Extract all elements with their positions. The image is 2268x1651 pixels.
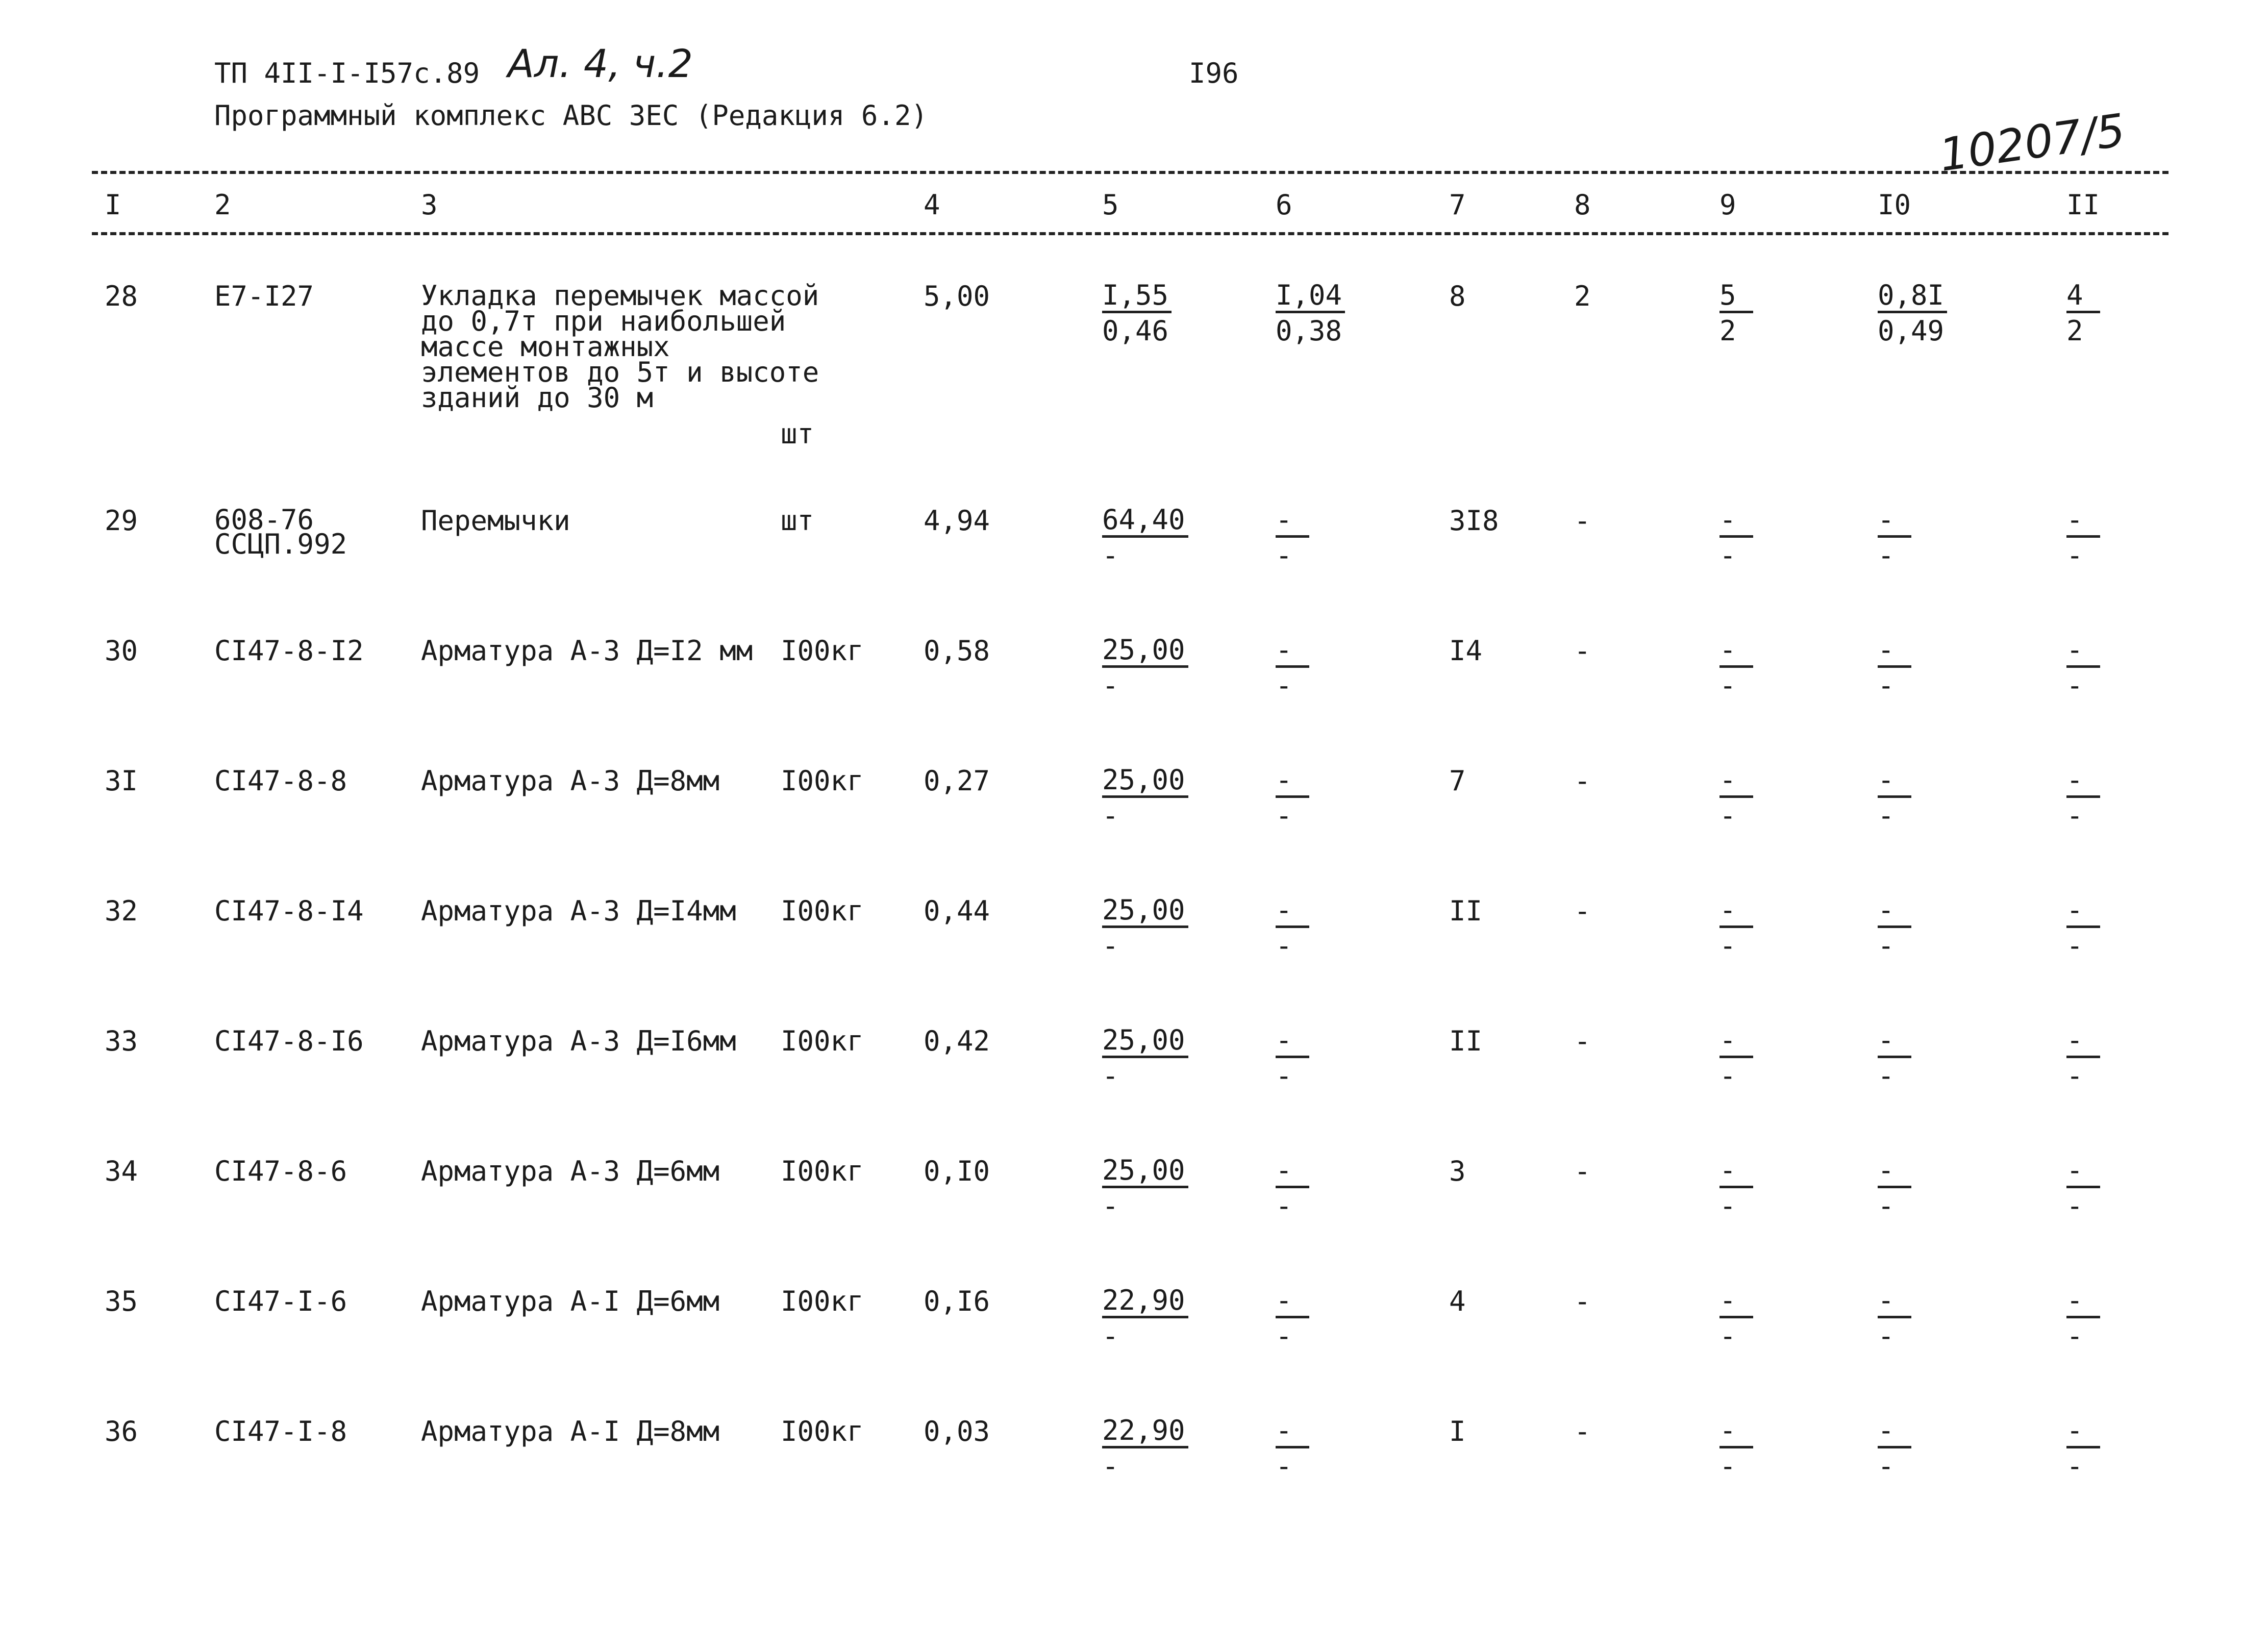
column-header-1: I [105,189,121,221]
col11-value-denominator: - [2066,1320,2083,1352]
col9-value-numerator: - [1719,1416,1753,1448]
col9-value-denominator: - [1719,1190,1736,1222]
column-header-6: 6 [1276,189,1292,221]
quantity: 0,58 [924,635,990,667]
col9-value [1719,1286,1753,1354]
column-header-9: 9 [1719,189,1736,221]
quantity: 0,I6 [924,1285,990,1317]
page-number: I96 [1189,57,1239,89]
col6-value-numerator: - [1276,636,1309,668]
col8-value: - [1574,1025,1591,1057]
col8-value: - [1574,765,1591,797]
col10-value-denominator: - [1878,1060,1895,1092]
col11-value-numerator: - [2066,1286,2100,1318]
col9-value-numerator: - [1719,896,1753,928]
col5-value-numerator: 22,90 [1102,1416,1188,1448]
col9-value [1719,1026,1753,1094]
col8-value: - [1574,1415,1591,1447]
col5-value-denominator: - [1102,539,1119,571]
col10-value-denominator: - [1878,1190,1895,1222]
col9-value-numerator: - [1719,636,1753,668]
column-header-5: 5 [1102,189,1119,221]
col10-value-numerator: - [1878,766,1911,798]
col10-value-denominator: - [1878,1450,1895,1482]
col9-value-denominator: - [1719,1060,1736,1092]
col9-value-numerator: - [1719,1026,1753,1058]
col10-value-numerator: - [1878,896,1911,928]
col10-value [1878,1026,1911,1094]
col11-value-numerator: - [2066,766,2100,798]
row-number: 28 [105,280,138,312]
work-name: Арматура А-3 Д=I4мм [421,895,736,927]
work-name: Перемычки [421,505,570,537]
unit: I00кг [781,635,864,667]
quantity: 4,94 [924,505,990,537]
program-name: Программный комплекс АВС 3ЕС (Редакция 6.2) [214,99,928,132]
col9-value-numerator: - [1719,506,1753,538]
col11-value-denominator: - [2066,669,2083,702]
quantity: 0,03 [924,1415,990,1447]
col9-value-numerator: - [1719,766,1753,798]
work-name: Арматура А-3 Д=I2 мм [421,635,753,667]
col5-value-numerator: 22,90 [1102,1286,1188,1318]
norm-code: СI47-8-I4 [214,895,364,927]
col11-value [2066,1416,2100,1484]
row-number: 30 [105,635,138,667]
col6-value-denominator: - [1276,1450,1292,1482]
col5-value [1102,636,1188,704]
col6-value-numerator: I,04 [1276,281,1345,313]
col9-value-denominator: - [1719,669,1736,702]
col9-value-numerator: - [1719,1156,1753,1188]
col10-value [1878,506,1911,573]
norm-code: Е7-I27 [214,280,314,312]
col5-value-numerator: 64,40 [1102,506,1188,538]
col11-value [2066,506,2100,573]
row-number: 33 [105,1025,138,1057]
col11-value-numerator: - [2066,1416,2100,1448]
col10-value-numerator: - [1878,506,1911,538]
col5-value [1102,1416,1188,1484]
col10-value-numerator: - [1878,1156,1911,1188]
col7-value: II [1449,895,1483,927]
col5-value-numerator: I,55 [1102,281,1172,313]
col11-value-denominator: - [2066,1190,2083,1222]
header-rule-bottom [92,232,2169,235]
col11-value-numerator: - [2066,1026,2100,1058]
column-header-10: I0 [1878,189,1911,221]
col11-value-denominator: - [2066,1450,2083,1482]
quantity: 0,44 [924,895,990,927]
col5-value [1102,1156,1188,1224]
col10-value-denominator: - [1878,539,1895,571]
col6-value-numerator: - [1276,896,1309,928]
col10-value-denominator: - [1878,799,1895,832]
col6-value-numerator: - [1276,1156,1309,1188]
row-number: 35 [105,1285,138,1317]
row-number: 36 [105,1415,138,1447]
norm-code: СI47-I-8 [214,1415,347,1447]
col10-value [1878,1416,1911,1484]
col11-value-numerator: - [2066,896,2100,928]
col6-value [1276,766,1309,834]
col9-value-numerator: - [1719,1286,1753,1318]
col8-value: - [1574,1285,1591,1317]
col6-value [1276,1026,1309,1094]
col6-value-denominator: 0,38 [1276,315,1342,347]
row-number: 3I [105,765,138,797]
column-header-4: 4 [924,189,940,221]
col9-value [1719,281,1753,349]
column-header-3: 3 [421,189,438,221]
row-number: 34 [105,1155,138,1187]
col9-value-denominator: - [1719,799,1736,832]
col10-value-numerator: - [1878,636,1911,668]
col11-value [2066,766,2100,834]
col6-value [1276,1416,1309,1484]
col7-value: 3 [1449,1155,1466,1187]
norm-code: СI47-8-8 [214,765,347,797]
col6-value-numerator: - [1276,766,1309,798]
handwritten-number: 10207/5 [1936,104,2128,182]
col5-value-denominator: - [1102,930,1119,962]
col6-value [1276,506,1309,573]
doc-code: ТП 4II-I-I57с.89 [214,57,480,89]
row-number: 29 [105,505,138,537]
col6-value [1276,636,1309,704]
col6-value-numerator: - [1276,1026,1309,1058]
quantity: 0,27 [924,765,990,797]
column-header-7: 7 [1449,189,1466,221]
col10-value-numerator: - [1878,1286,1911,1318]
col6-value [1276,1286,1309,1354]
unit: I00кг [781,765,864,797]
col5-value [1102,506,1188,573]
col6-value-numerator: - [1276,506,1309,538]
col11-value-numerator: - [2066,506,2100,538]
unit: шт [781,418,814,450]
col8-value: - [1574,635,1591,667]
col6-value-numerator: - [1276,1286,1309,1318]
col10-value-numerator: - [1878,1416,1911,1448]
col5-value-denominator: - [1102,799,1119,832]
col6-value-denominator: - [1276,1060,1292,1092]
norm-code: СI47-8-I6 [214,1025,364,1057]
col11-value [2066,1026,2100,1094]
col10-value [1878,636,1911,704]
col5-value-numerator: 25,00 [1102,636,1188,668]
row-number: 32 [105,895,138,927]
col5-value-numerator: 25,00 [1102,766,1188,798]
col6-value [1276,281,1345,349]
col7-value: 3I8 [1449,505,1499,537]
col11-value-denominator: - [2066,539,2083,571]
unit: I00кг [781,1285,864,1317]
col5-value-denominator: - [1102,669,1119,702]
col9-value-denominator: - [1719,930,1736,962]
col7-value: I [1449,1415,1466,1447]
col10-value-denominator: - [1878,1320,1895,1352]
quantity: 5,00 [924,280,990,312]
norm-code: СI47-8-6 [214,1155,347,1187]
col10-value-denominator: 0,49 [1878,315,1945,347]
work-name: Укладка перемычек массой до 0,7т при наибольшей массе монтажных элементов до 5т и высоте зданий до 30 м [421,280,819,414]
col10-value [1878,1286,1911,1354]
col8-value: - [1574,895,1591,927]
col5-value-denominator: 0,46 [1102,315,1169,347]
col11-value [2066,281,2100,349]
col7-value: 8 [1449,280,1466,312]
norm-code: СI47-8-I2 [214,635,364,667]
col11-value-numerator: - [2066,1156,2100,1188]
column-header-8: 8 [1574,189,1591,221]
col6-value-denominator: - [1276,669,1292,702]
col10-value [1878,1156,1911,1224]
col9-value [1719,896,1753,964]
col5-value-denominator: - [1102,1450,1119,1482]
col11-value-numerator: 4 [2066,281,2100,313]
col10-value [1878,281,1947,349]
col6-value-denominator: - [1276,1320,1292,1352]
col5-value-denominator: - [1102,1320,1119,1352]
col5-value [1102,1026,1188,1094]
col5-value-denominator: - [1102,1060,1119,1092]
col7-value: I4 [1449,635,1483,667]
col7-value: 7 [1449,765,1466,797]
col11-value-denominator: 2 [2066,315,2083,347]
col9-value-denominator: - [1719,539,1736,571]
col6-value [1276,896,1309,964]
col10-value [1878,766,1911,834]
col10-value-denominator: - [1878,930,1895,962]
col8-value: 2 [1574,280,1591,312]
header-rule-top [92,171,2169,174]
col11-value-denominator: - [2066,1060,2083,1092]
col6-value [1276,1156,1309,1224]
column-header-2: 2 [214,189,231,221]
col10-value-numerator: - [1878,1026,1911,1058]
col9-value-denominator: - [1719,1320,1736,1352]
column-header-11: II [2066,189,2100,221]
col6-value-denominator: - [1276,930,1292,962]
col6-value-denominator: - [1276,799,1292,832]
norm-code: СI47-I-6 [214,1285,347,1317]
col11-value [2066,1156,2100,1224]
col5-value [1102,281,1172,349]
col5-value-denominator: - [1102,1190,1119,1222]
col5-value-numerator: 25,00 [1102,896,1188,928]
work-name: Арматура А-3 Д=6мм [421,1155,720,1187]
col9-value [1719,636,1753,704]
unit: шт [781,505,814,537]
col7-value: 4 [1449,1285,1466,1317]
col11-value [2066,636,2100,704]
work-name: Арматура А-3 Д=8мм [421,765,720,797]
col5-value [1102,766,1188,834]
col8-value: - [1574,505,1591,537]
col6-value-denominator: - [1276,1190,1292,1222]
col7-value: II [1449,1025,1483,1057]
col11-value [2066,1286,2100,1354]
unit: I00кг [781,1155,864,1187]
col5-value [1102,1286,1188,1354]
col10-value-numerator: 0,8I [1878,281,1947,313]
col9-value [1719,506,1753,573]
unit: I00кг [781,1415,864,1447]
col9-value-numerator: 5 [1719,281,1753,313]
col9-value-denominator: 2 [1719,315,1736,347]
quantity: 0,I0 [924,1155,990,1187]
unit: I00кг [781,1025,864,1057]
quantity: 0,42 [924,1025,990,1057]
col11-value-denominator: - [2066,930,2083,962]
col5-value-numerator: 25,00 [1102,1026,1188,1058]
col5-value [1102,896,1188,964]
col9-value [1719,1416,1753,1484]
col11-value-denominator: - [2066,799,2083,832]
col9-value-denominator: - [1719,1450,1736,1482]
col6-value-denominator: - [1276,539,1292,571]
work-name: Арматура А-3 Д=I6мм [421,1025,736,1057]
col5-value-numerator: 25,00 [1102,1156,1188,1188]
work-name: Арматура А-I Д=8мм [421,1415,720,1447]
col6-value-numerator: - [1276,1416,1309,1448]
col10-value-denominator: - [1878,669,1895,702]
col8-value: - [1574,1155,1591,1187]
col10-value [1878,896,1911,964]
col11-value-numerator: - [2066,636,2100,668]
work-name: Арматура А-I Д=6мм [421,1285,720,1317]
col9-value [1719,766,1753,834]
col9-value [1719,1156,1753,1224]
col11-value [2066,896,2100,964]
unit: I00кг [781,895,864,927]
norm-code: 608-76 ССЦП.992 [214,504,347,560]
handwritten-reference: Ал. 4, ч.2 [508,41,693,86]
